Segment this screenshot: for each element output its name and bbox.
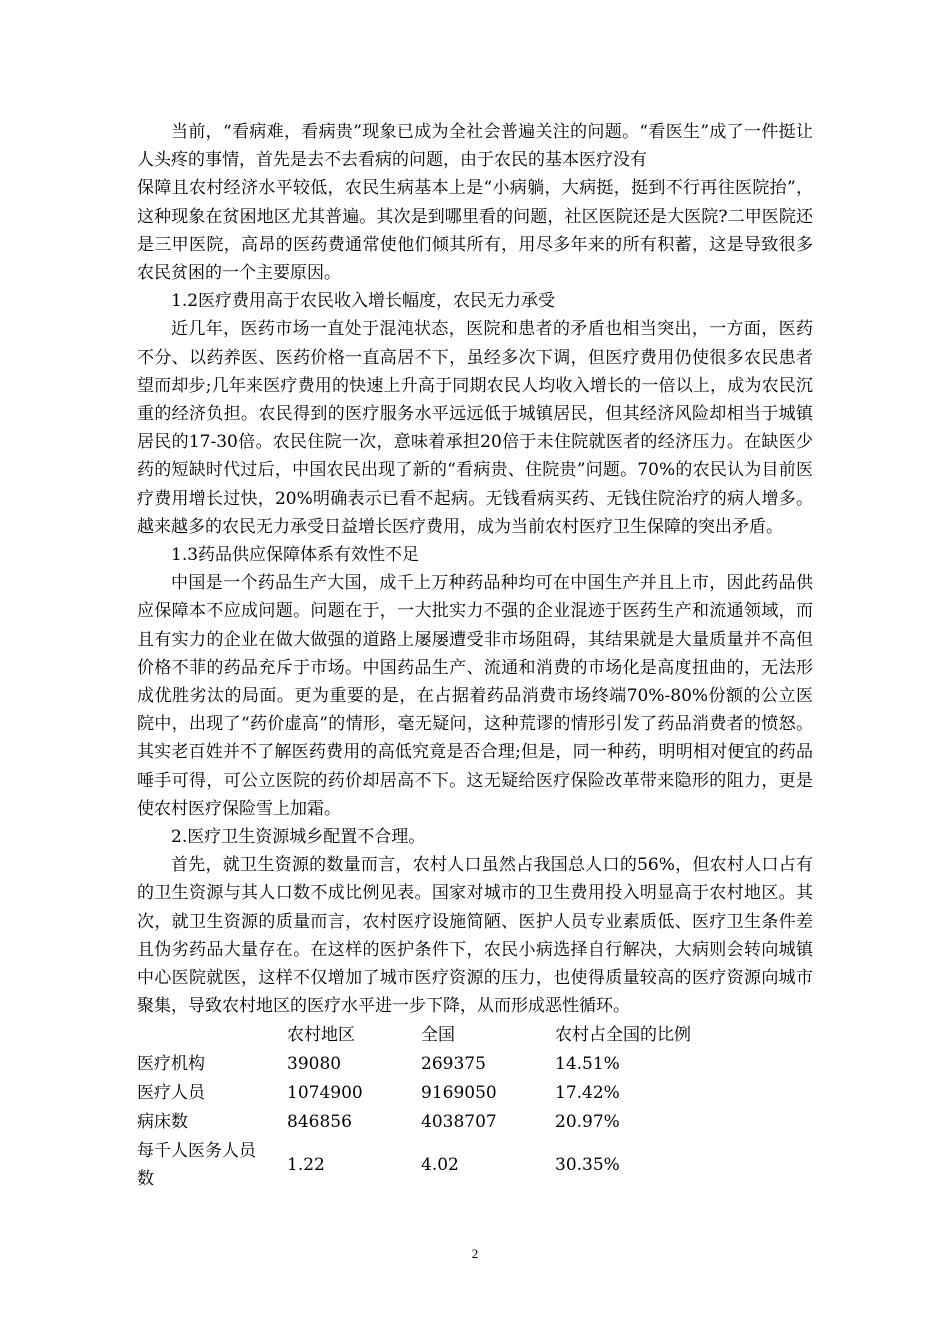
table-row [137,1079,755,1108]
table-cell: 17.42% [555,1083,620,1103]
table-cell: 30.35% [555,1154,620,1175]
table-cell: 4.02 [421,1154,459,1175]
paragraph-drug-supply: 中国是一个药品生产大国，成千上万种药品种均可在中国生产并且上市，因此药品供应保障本不应成问题。问题在于，一大批实力不强的企业混迹于医药生产和流通领域，而且有实力的企业在做大做强的道路上屡屡遭受非市场阻碍，其结果就是大量质量并不高但价格不菲的药品充斥于市场。中国药品生产、流通和消费的市场化是高度扭曲的，无法形成优胜劣汰的局面。更为重要的是，在占据着药品消费市场终端70%-80%份额的公立医院中，出现了“药价虚高”的情形，毫无疑问，这种荒谬的情形引发了药品消费者的愤怒。其实老百姓并不了解医药费用的高低究竟是否合理;但是，同一种药，明明相对便宜的药品唾手可得，可公立医院的药价却居高不下。这无疑给医疗保险改革带来隐形的阻力，更是使农村医疗保险雪上加霜。 [137,573,813,819]
table-cell: 269375 [421,1054,486,1074]
paragraph-resources: 首先，就卫生资源的数量而言，农村人口虽然占我国总人口的56%，但农村人口占有的卫生资源与其人口数不成比例见表。国家对城市的卫生费用投入明显高于农村地区。其次，就卫生资源的质量而言，农村医疗设施简陋、医护人员专业素质低、医疗卫生条件差且伪劣药品大量存在。在这样的医护条件下，农民小病选择自行解决，大病则会转向城镇中心医院就医，这样不仅增加了城市医疗资源的压力，也使得质量较高的医疗资源向城市聚集，导致农村地区的医疗水平进一步下降，从而形成恶性循环。 [137,855,813,1017]
table-row [137,1050,755,1079]
paragraph-intro-continued: 保障且农村经济水平较低，农民生病基本上是“小病躺，大病挺，挺到不行再往医院抬”，这种现象在贫困地区尤其普遍。其次是到哪里看的问题，社区医院还是大医院?二甲医院还是三甲医院，高昂的医药费通常使他们倾其所有，用尽多年来的所有积蓄，这是导致很多农民贫困的一个主要原因。 [137,178,813,284]
section-heading-1-3: 1.3药品供应保障体系有效性不足 [171,545,420,566]
table-cell: 39080 [287,1054,342,1074]
table-cell: 医疗机构 [137,1054,205,1074]
table-header-cell: 农村占全国的比例 [555,1025,691,1045]
table-cell: 9169050 [421,1083,497,1103]
table-cell: 20.97% [555,1112,620,1132]
table-row [137,1108,755,1137]
table-cell: 医疗人员 [137,1083,205,1103]
table-cell: 14.51% [555,1054,620,1074]
table-cell: 1.22 [287,1154,325,1175]
table-cell: 1074900 [287,1083,363,1103]
resource-table [137,1021,755,1193]
page-number: 2 [471,1246,479,1261]
table-header-row [137,1021,755,1050]
table-header-cell: 全国 [421,1025,455,1045]
paragraph-medical-costs: 近几年，医药市场一直处于混沌状态，医院和患者的矛盾也相当突出，一方面，医药不分、以药养医、医药价格一直高居不下，虽经多次下调，但医疗费用仍使很多农民患者望而却步;几年来医疗费用的快速上升高于同期农民人均收入增长的一倍以上，成为农民沉重的经济负担。农民得到的医疗服务水平远远低于城镇居民，但其经济风险却相当于城镇居民的17-30倍。农民住院一次，意味着承担20倍于未住院就医者的经济压力。在缺医少药的短缺时代过后，中国农民出现了新的“看病贵、住院贵”问题。70%的农民认为目前医疗费用增长过快，20%明确表示已看不起病。无钱看病买药、无钱住院治疗的病人增多。越来越多的农民无力承受日益增长医疗费用，成为当前农村医疗卫生保障的突出矛盾。 [137,319,813,537]
paragraph-intro-line1: 当前，“看病难，看病贵”现象已成为全社会普遍关注的问题。“看医生”成了一件挺让人头疼的事情，首先是去不去看病的问题，由于农民的基本医疗没有 [137,122,813,171]
table-cell: 病床数 [137,1112,188,1132]
document-body [137,118,813,1193]
table-row [137,1137,755,1193]
table-header-cell: 农村地区 [287,1025,355,1045]
table-cell: 每千人医务人员数 [137,1140,256,1189]
table-cell: 4038707 [421,1112,497,1132]
table-cell: 846856 [287,1112,352,1132]
section-heading-2: 2.医疗卫生资源城乡配置不合理。 [171,827,426,848]
section-heading-1-2: 1.2医疗费用高于农民收入增长幅度，农民无力承受 [171,291,556,312]
table-header-cell [137,1021,287,1050]
